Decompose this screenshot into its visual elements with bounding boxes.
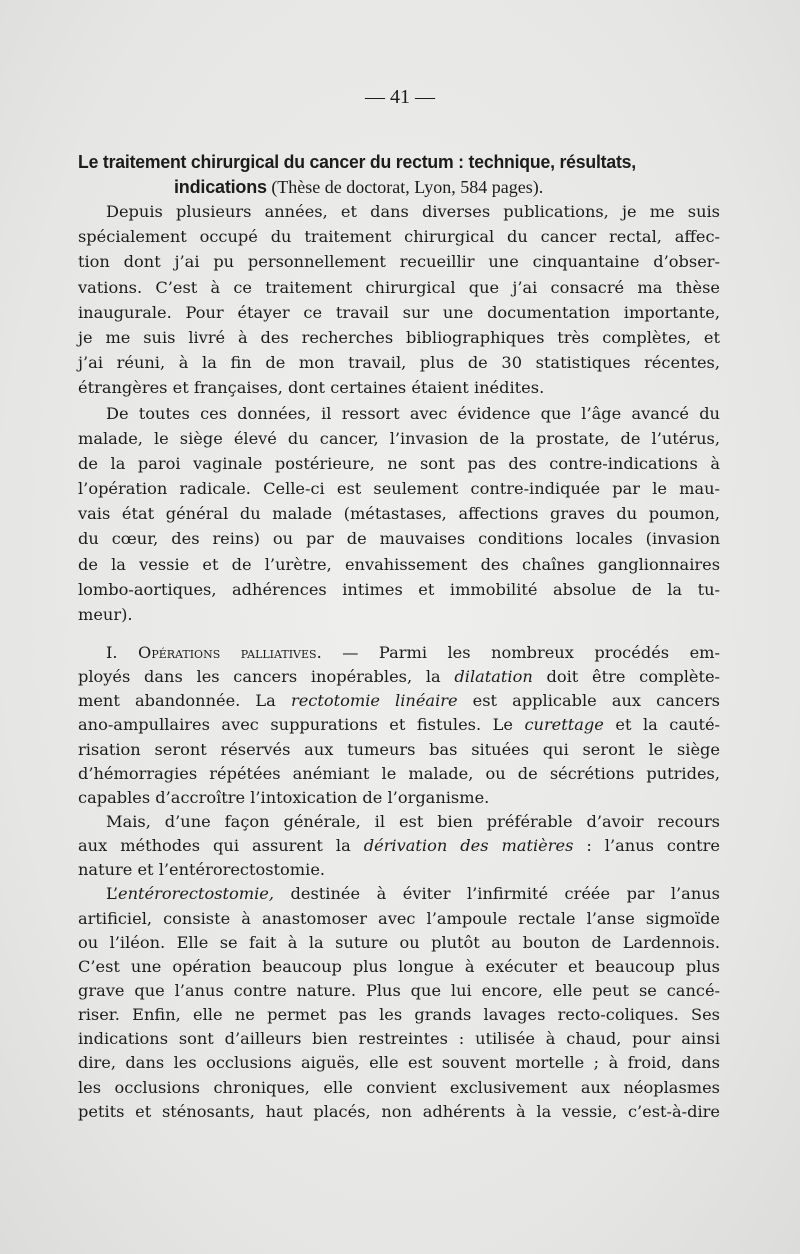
text-segment: je me suis livré à des recherches bibliographiques très complètes, et: [78, 327, 720, 347]
italic-term: dérivation des matières: [363, 836, 574, 856]
heading-line-2: [78, 175, 720, 200]
intro-paragraphs: [78, 199, 720, 627]
text-line: [78, 1100, 720, 1124]
text-line: [78, 1003, 720, 1027]
text-segment: inaugurale. Pour étayer ce travail sur une documentation importante,: [78, 302, 720, 322]
text-segment: Depuis plusieurs années, et dans diverses publications, je me suis: [106, 202, 720, 221]
text-segment: dire, dans les occlusions aiguës, elle est souvent mortelle ; à froid, dans: [78, 1053, 720, 1073]
text-segment: capables d’accroître l’intoxication de l’organisme.: [78, 787, 490, 807]
page-number: — 41 —: [365, 86, 435, 108]
section-heading: [78, 150, 720, 200]
text-line: [78, 451, 720, 476]
text-line: [78, 1076, 720, 1100]
text-segment: grave que l’anus contre nature. Plus que lui encore, elle peut se cancé-: [78, 980, 720, 1000]
text-line: [78, 224, 720, 249]
text-segment: les occlusions chroniques, elle convient exclusivement aux néoplasmes: [78, 1077, 720, 1097]
text-segment: : l’anus contre: [573, 836, 720, 856]
text-segment: lombo-aortiques, adhérences intimes et immobilité absolue de la tu-: [78, 579, 720, 599]
text-segment: j’ai réuni, à la fin de mon travail, plus de 30 statistiques récentes,: [78, 353, 720, 373]
text-segment: indications sont d’ailleurs bien restreintes : utilisée à chaud, pour ainsi: [78, 1029, 720, 1049]
text-line: [78, 552, 720, 577]
text-line: [78, 325, 720, 350]
text-segment: riser. Enfin, elle ne permet pas les grands lavages recto-coliques. Ses: [78, 1005, 720, 1025]
text-line: [78, 401, 720, 426]
text-line: [78, 665, 720, 689]
text-segment: et la cauté-: [603, 715, 720, 735]
text-segment: de la paroi vaginale postérieure, ne sont pas des contre-indications à: [78, 453, 720, 473]
text-line: [78, 931, 720, 955]
text-line: [78, 858, 720, 882]
text-segment: spécialement occupé du traitement chirurgical du cancer rectal, affec-: [78, 227, 720, 247]
text-segment: L’: [106, 884, 119, 904]
text-segment: doit être complète-: [532, 667, 721, 687]
text-line: [78, 501, 720, 526]
heading-bold-part: indications: [174, 177, 267, 197]
text-segment: l’opération radicale. Celle-ci est seulement contre-indiquée par le mau-: [78, 479, 720, 499]
text-line: [78, 762, 720, 786]
text-line: [78, 810, 720, 834]
text-segment: risation seront réservés aux tumeurs bas situées qui seront le siège: [78, 739, 720, 759]
text-segment: malade, le siège élevé du cancer, l’invasion de la prostate, de l’utérus,: [78, 428, 720, 448]
text-segment: vations. C’est à ce traitement chirurgical que j’ai consacré ma thèse: [78, 277, 720, 297]
text-line: [78, 249, 720, 274]
palliative-operations-section: [78, 641, 720, 1124]
text-segment: vais état général du malade (métastases, affections graves du poumon,: [78, 504, 720, 524]
italic-term: dilatation: [454, 667, 533, 687]
text-line: [78, 275, 720, 300]
text-segment: étrangères et françaises, dont certaines étaient inédites.: [78, 378, 545, 398]
text-segment: Mais, d’une façon générale, il est bien préférable d’avoir recours: [106, 811, 720, 831]
text-line: [78, 1027, 720, 1051]
text-line: [78, 1051, 720, 1075]
text-segment: ou l’iléon. Elle se fait à la suture ou plutôt au bouton de Lardennois.: [78, 932, 720, 952]
text-segment: ano-ampullaires avec suppurations et fistules. Le: [78, 715, 525, 735]
text-segment: C’est une opération beaucoup plus longue à exécuter et beaucoup plus: [78, 956, 720, 976]
text-line: [78, 882, 720, 906]
text-line: [78, 602, 720, 627]
text-line: [78, 713, 720, 737]
italic-term: curettage: [524, 715, 604, 735]
text-line: [78, 199, 720, 224]
text-segment: est applicable aux cancers: [457, 691, 720, 711]
italic-term: rectotomie linéaire: [290, 691, 458, 711]
text-line: [78, 979, 720, 1003]
text-segment: meur).: [78, 605, 133, 624]
text-line: [78, 300, 720, 325]
text-segment: de la vessie et de l’urètre, envahissement des chaînes ganglionnaires: [78, 554, 720, 574]
text-line: [78, 426, 720, 451]
italic-term: entérorectostomie,: [118, 884, 275, 904]
text-line: [78, 955, 720, 979]
text-segment: artificiel, consiste à anastomoser avec l’ampoule rectale l’anse sigmoïde: [78, 908, 720, 928]
text-segment: d’hémorragies répétées anémiant le malade, ou de sécrétions putrides,: [78, 763, 720, 783]
text-segment: De toutes ces données, il ressort avec évidence que l’âge avancé du: [106, 403, 720, 423]
text-line: [78, 786, 720, 810]
heading-line-1: Le traitement chirurgical du cancer du rectum : technique, résultats,: [78, 152, 636, 172]
text-segment: tion dont j’ai pu personnellement recueillir une cinquantaine d’obser-: [78, 252, 720, 272]
text-line: [78, 476, 720, 501]
text-line: [78, 641, 720, 665]
text-segment: petits et sténosants, haut placés, non adhérents à la vessie, c’est-à-dire: [78, 1101, 720, 1121]
text-line: [78, 738, 720, 762]
text-segment: destinée à éviter l’infirmité créée par l’anus: [274, 884, 720, 904]
text-segment: ployés dans les cancers inopérables, la: [78, 667, 455, 687]
small-caps-heading: Opérations palliatives.: [138, 643, 322, 662]
text-line: [78, 689, 720, 713]
text-line: [78, 350, 720, 375]
heading-citation: (Thèse de doctorat, Lyon, 584 pages).: [266, 177, 544, 197]
text-line: [78, 375, 720, 400]
text-segment: ment abandonnée. La: [78, 691, 291, 711]
text-line: [78, 834, 720, 858]
text-line: [78, 907, 720, 931]
text-segment: I.: [106, 643, 139, 662]
text-line: [78, 526, 720, 551]
text-line: [78, 577, 720, 602]
text-segment: aux méthodes qui assurent la: [78, 836, 364, 856]
text-segment: nature et l’entérorectostomie.: [78, 860, 326, 880]
text-segment: — Parmi les nombreux procédés em-: [321, 643, 720, 662]
text-segment: du cœur, des reins) ou par de mauvaises conditions locales (invasion: [78, 529, 720, 549]
